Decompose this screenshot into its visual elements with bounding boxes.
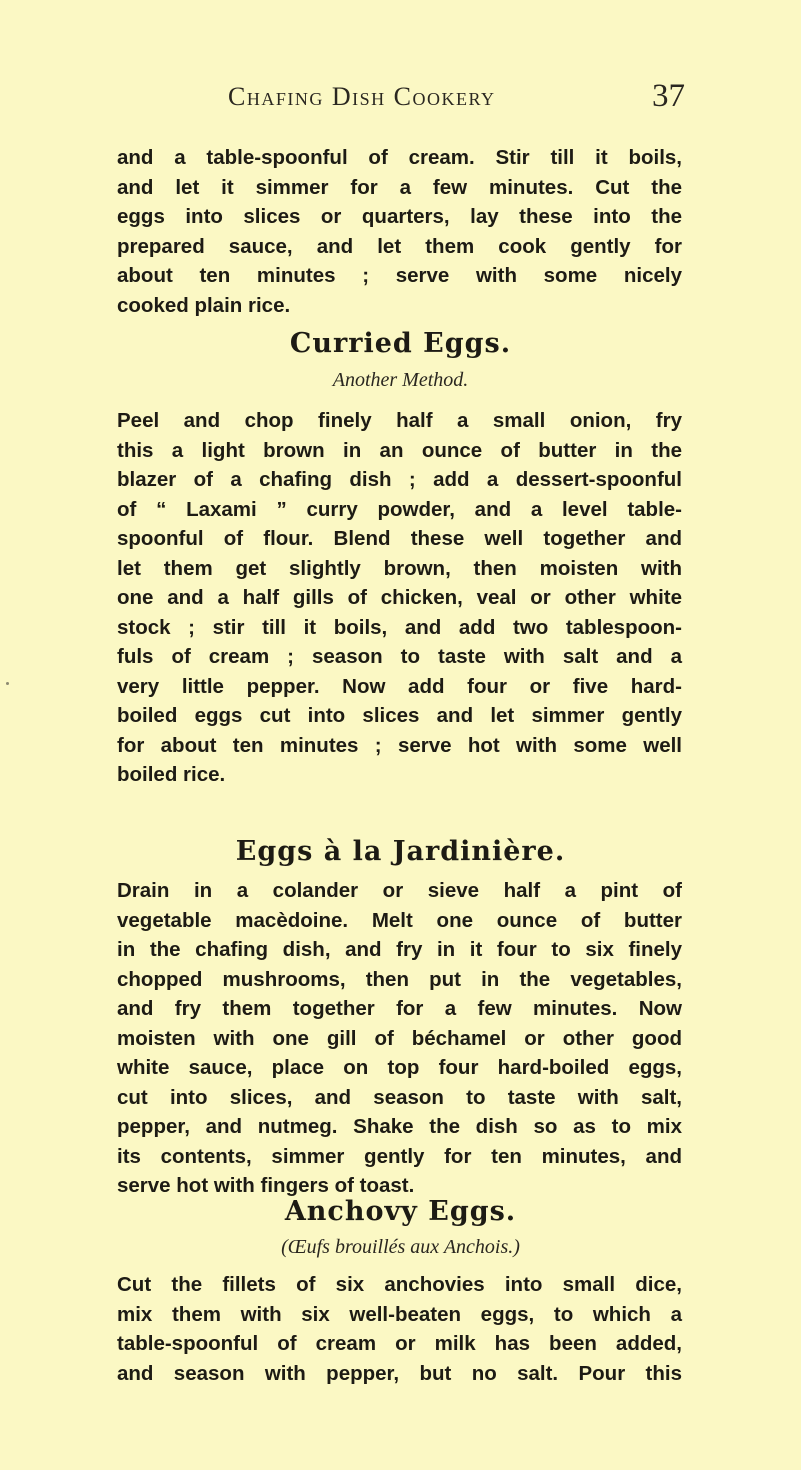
text-line: of “ Laxami ” curry powder, and a level table- [117, 497, 682, 521]
recipe-title-anchovy-eggs: Anchovy Eggs. [284, 1196, 517, 1227]
text-line: serve hot with fingers of toast. [117, 1174, 415, 1197]
text-line: vegetable macèdoine. Melt one ounce of butter [117, 908, 682, 932]
text-line: its contents, simmer gently for ten minutes, and [117, 1144, 682, 1168]
text-line: cut into slices, and season to taste with salt, [117, 1085, 682, 1109]
recipe-title-curried-eggs: Curried Eggs. [289, 328, 512, 359]
text-line: chopped mushrooms, then put in the vegetables, [117, 967, 682, 991]
text-line: one and a half gills of chicken, veal or other white [117, 586, 682, 609]
recipe-title-eggs-jardiniere: Eggs à la Jardinière. [235, 836, 566, 867]
scan-speck [6, 682, 9, 685]
text-line: for about ten minutes ; serve hot with some well [117, 733, 682, 757]
text-line: cooked plain rice. [117, 293, 291, 317]
text-line: fuls of cream ; season to taste with salt and a [117, 645, 682, 668]
text-line: blazer of a chafing dish ; add a dessert-spoonful [117, 468, 682, 491]
text-line: Cut the fillets of six anchovies into small dice, [117, 1273, 682, 1296]
running-title: Chafing Dish Cookery [228, 82, 496, 111]
text-line: white sauce, place on top four hard-boiled eggs, [117, 1056, 682, 1079]
text-line: pepper, and nutmeg. Shake the dish so as to mix [117, 1115, 682, 1138]
page-number: 37 [652, 78, 685, 114]
recipe-subtitle-another-method: Another Method. [332, 369, 469, 391]
text-line: in the chafing dish, and fry in it four to six finely [117, 938, 682, 961]
recipe-body-curried-eggs [117, 406, 682, 790]
text-line: stock ; stir till it boils, and add two tablespoon- [117, 615, 682, 639]
text-line: and season with pepper, but no salt. Pour this [117, 1361, 682, 1385]
text-line: mix them with six well-beaten eggs, to which a [117, 1302, 682, 1326]
text-line: boiled rice. [117, 763, 226, 786]
text-line: and a table-spoonful of cream. Stir till it boils, [117, 146, 682, 169]
text-line: boiled eggs cut into slices and let simmer gently [117, 704, 682, 727]
text-line: table-spoonful of cream or milk has been added, [117, 1332, 682, 1355]
text-line: spoonful of flour. Blend these well together and [117, 527, 682, 550]
text-line: Drain in a colander or sieve half a pint of [117, 879, 682, 902]
running-head [0, 80, 801, 120]
text-line: and fry them together for a few minutes. Now [117, 997, 682, 1020]
text-line: eggs into slices or quarters, lay these into the [117, 205, 682, 228]
text-line: about ten minutes ; serve with some nicely [117, 264, 682, 287]
continued-paragraph [117, 143, 682, 320]
text-line: and let it simmer for a few minutes. Cut the [117, 175, 682, 199]
text-line: let them get slightly brown, then moisten with [117, 556, 682, 580]
text-line: Peel and chop finely half a small onion, fry [117, 409, 682, 432]
text-line: prepared sauce, and let them cook gently for [117, 234, 682, 258]
recipe-subtitle-oeufs-brouilles: (Œufs brouillés aux Anchois.) [281, 1236, 520, 1258]
text-line: this a light brown in an ounce of butter in the [117, 438, 682, 462]
text-line: very little pepper. Now add four or five hard- [117, 674, 682, 698]
text-line: moisten with one gill of béchamel or other good [117, 1026, 682, 1050]
recipe-body-eggs-jardiniere [117, 876, 682, 1201]
recipe-body-anchovy-eggs [117, 1270, 682, 1388]
